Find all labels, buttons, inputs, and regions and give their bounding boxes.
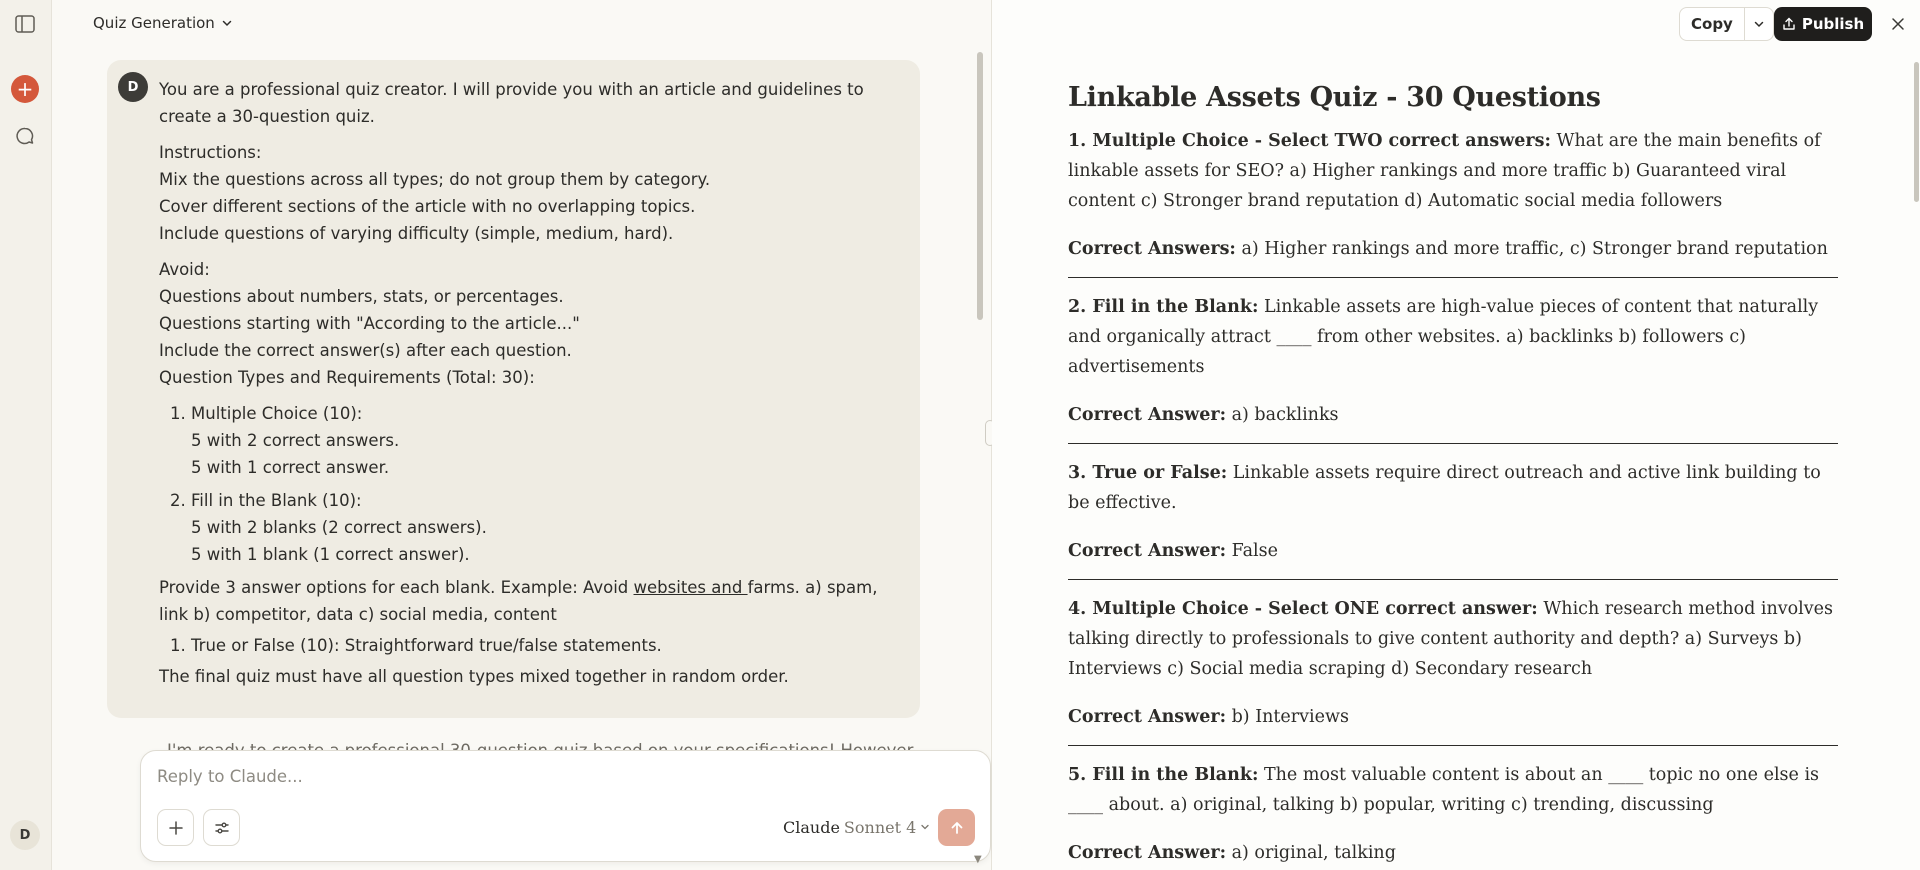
- new-chat-button[interactable]: +: [11, 75, 39, 103]
- question-text: Linkable assets are high-value pieces of content that naturally and organically attract ____ from other websites. a) backlinks b) followers c) advertisements: [1068, 297, 1819, 377]
- divider: [1068, 277, 1838, 278]
- chevron-down-icon: [920, 822, 930, 832]
- answer-text: False: [1226, 541, 1278, 561]
- type-sub: 5 with 2 blanks (2 correct answers).: [191, 518, 487, 537]
- close-artifact-button[interactable]: [1887, 13, 1909, 35]
- list-item: [191, 487, 890, 568]
- type-label: Multiple Choice (10):: [191, 404, 363, 423]
- share-icon: [1782, 17, 1796, 31]
- instructions-heading: Instructions:: [159, 143, 262, 162]
- message-intro: You are a professional quiz creator. I will provide you with an article and guidelines to create a 30-question quiz.: [159, 80, 864, 126]
- question: [1068, 126, 1838, 216]
- question-heading: 2. Fill in the Blank:: [1068, 297, 1259, 317]
- question: [1068, 292, 1838, 382]
- icon-rail: [0, 0, 52, 870]
- divider: [1068, 579, 1838, 580]
- arrow-up-icon: [949, 820, 965, 836]
- avoid-heading: Avoid:: [159, 260, 210, 279]
- question-heading: 1. Multiple Choice - Select TWO correct answers:: [1068, 131, 1551, 151]
- instruction-item: Mix the questions across all types; do not group them by category.: [159, 170, 711, 189]
- document-title: Linkable Assets Quiz - 30 Questions: [1068, 82, 1601, 113]
- divider: [1068, 745, 1838, 746]
- list-item: [191, 400, 890, 481]
- answer-text: a) original, talking: [1226, 843, 1396, 863]
- plus-icon: [168, 820, 184, 836]
- blank-example-underlined: websites and: [633, 578, 748, 597]
- answer-text: a) Higher rankings and more traffic, c) Stronger brand reputation: [1235, 239, 1828, 259]
- avoid-item: Questions about numbers, stats, or percentages.: [159, 287, 564, 306]
- question: [1068, 594, 1838, 684]
- type-sub: 5 with 2 correct answers.: [191, 431, 400, 450]
- model-name: Claude: [783, 817, 840, 837]
- copy-button-group: [1679, 7, 1774, 41]
- reply-composer: [140, 750, 991, 862]
- copy-button[interactable]: Copy: [1680, 8, 1745, 40]
- copy-options-button[interactable]: [1745, 8, 1773, 40]
- answer-label: Correct Answer:: [1068, 541, 1227, 561]
- question-text: Linkable assets require direct outreach and active link building to be effective.: [1068, 463, 1821, 513]
- question-heading: 4. Multiple Choice - Select ONE correct answer:: [1068, 599, 1538, 619]
- user-message: [107, 60, 920, 718]
- avoid-item: Include the correct answer(s) after each question.: [159, 341, 572, 360]
- answer: [1068, 536, 1838, 566]
- avoid-item: Questions starting with "According to the article...": [159, 314, 580, 333]
- sidebar-toggle-icon[interactable]: [10, 9, 40, 39]
- answer-label: Correct Answer:: [1068, 843, 1227, 863]
- answer-text: b) Interviews: [1226, 707, 1349, 727]
- user-avatar[interactable]: D: [10, 820, 40, 850]
- question-text: Which research method involves talking directly to professionals to give content authority and depth? a) Surveys b) Interviews c) Social media scraping d) Secondary research: [1068, 599, 1833, 679]
- message-avatar: D: [118, 72, 148, 102]
- blank-example-text: farms. a) spam, link b) competitor, data c) social media, content: [159, 578, 878, 624]
- answer-label: Correct Answers:: [1068, 239, 1236, 259]
- model-version: Sonnet 4: [843, 817, 917, 837]
- question-heading: 3. True or False:: [1068, 463, 1228, 483]
- close-icon: [1890, 16, 1906, 32]
- type-label: Fill in the Blank (10):: [191, 491, 362, 510]
- instruction-item: Cover different sections of the article with no overlapping topics.: [159, 197, 696, 216]
- type-sub: 5 with 1 correct answer.: [191, 458, 390, 477]
- answer: [1068, 702, 1838, 732]
- artifact-pane: [992, 0, 1920, 870]
- answer-text: a) backlinks: [1226, 405, 1339, 425]
- answer-label: Correct Answer:: [1068, 405, 1227, 425]
- conversation-title-text: Quiz Generation: [93, 14, 215, 32]
- chat-pane: [52, 0, 992, 870]
- chats-icon[interactable]: [10, 121, 40, 151]
- avoid-item: Question Types and Requirements (Total: 30):: [159, 368, 535, 387]
- chat-scrollbar[interactable]: [977, 52, 983, 320]
- publish-label: Publish: [1801, 15, 1865, 33]
- add-attachment-button[interactable]: [157, 809, 194, 846]
- question-text: What are the main benefits of linkable assets for SEO? a) Higher rankings and more traffic b) Guaranteed viral content c) Stronger brand reputation d) Automatic social media followers: [1068, 131, 1821, 211]
- type-sub: 5 with 1 blank (1 correct answer).: [191, 545, 470, 564]
- tools-button[interactable]: [203, 809, 240, 846]
- reply-input[interactable]: [157, 767, 857, 786]
- send-button[interactable]: [938, 809, 975, 846]
- blank-example-text: Provide 3 answer options for each blank. Example: Avoid: [159, 578, 634, 597]
- question-text: The most valuable content is about an ____ topic no one else is ____ about. a) original, talking b) popular, writing c) trending, discussing: [1068, 765, 1820, 815]
- question: [1068, 458, 1838, 518]
- answer: [1068, 234, 1838, 264]
- true-false-list: [159, 632, 890, 659]
- chevron-down-icon: [1753, 18, 1765, 30]
- publish-button[interactable]: [1774, 7, 1872, 41]
- blank-example: [159, 574, 890, 628]
- model-selector[interactable]: [783, 815, 930, 839]
- list-item: 1. True or False (10): Straightforward true/false statements.: [191, 632, 890, 659]
- artifact-toolbar: [992, 0, 1920, 46]
- question-types-list: [159, 400, 890, 568]
- sliders-icon: [214, 820, 230, 836]
- quiz-document: [1068, 80, 1838, 870]
- chevron-down-icon: [221, 17, 233, 29]
- scroll-down-arrow-icon[interactable]: ▼: [974, 854, 982, 865]
- answer: [1068, 400, 1838, 430]
- message-final: The final quiz must have all question types mixed together in random order.: [159, 667, 789, 686]
- conversation-title[interactable]: [93, 12, 233, 34]
- question-heading: 5. Fill in the Blank:: [1068, 765, 1259, 785]
- question: [1068, 760, 1838, 820]
- instruction-item: Include questions of varying difficulty (simple, medium, hard).: [159, 224, 674, 243]
- answer: [1068, 838, 1838, 868]
- divider: [1068, 443, 1838, 444]
- answer-label: Correct Answer:: [1068, 707, 1227, 727]
- artifact-scrollbar[interactable]: [1914, 62, 1919, 202]
